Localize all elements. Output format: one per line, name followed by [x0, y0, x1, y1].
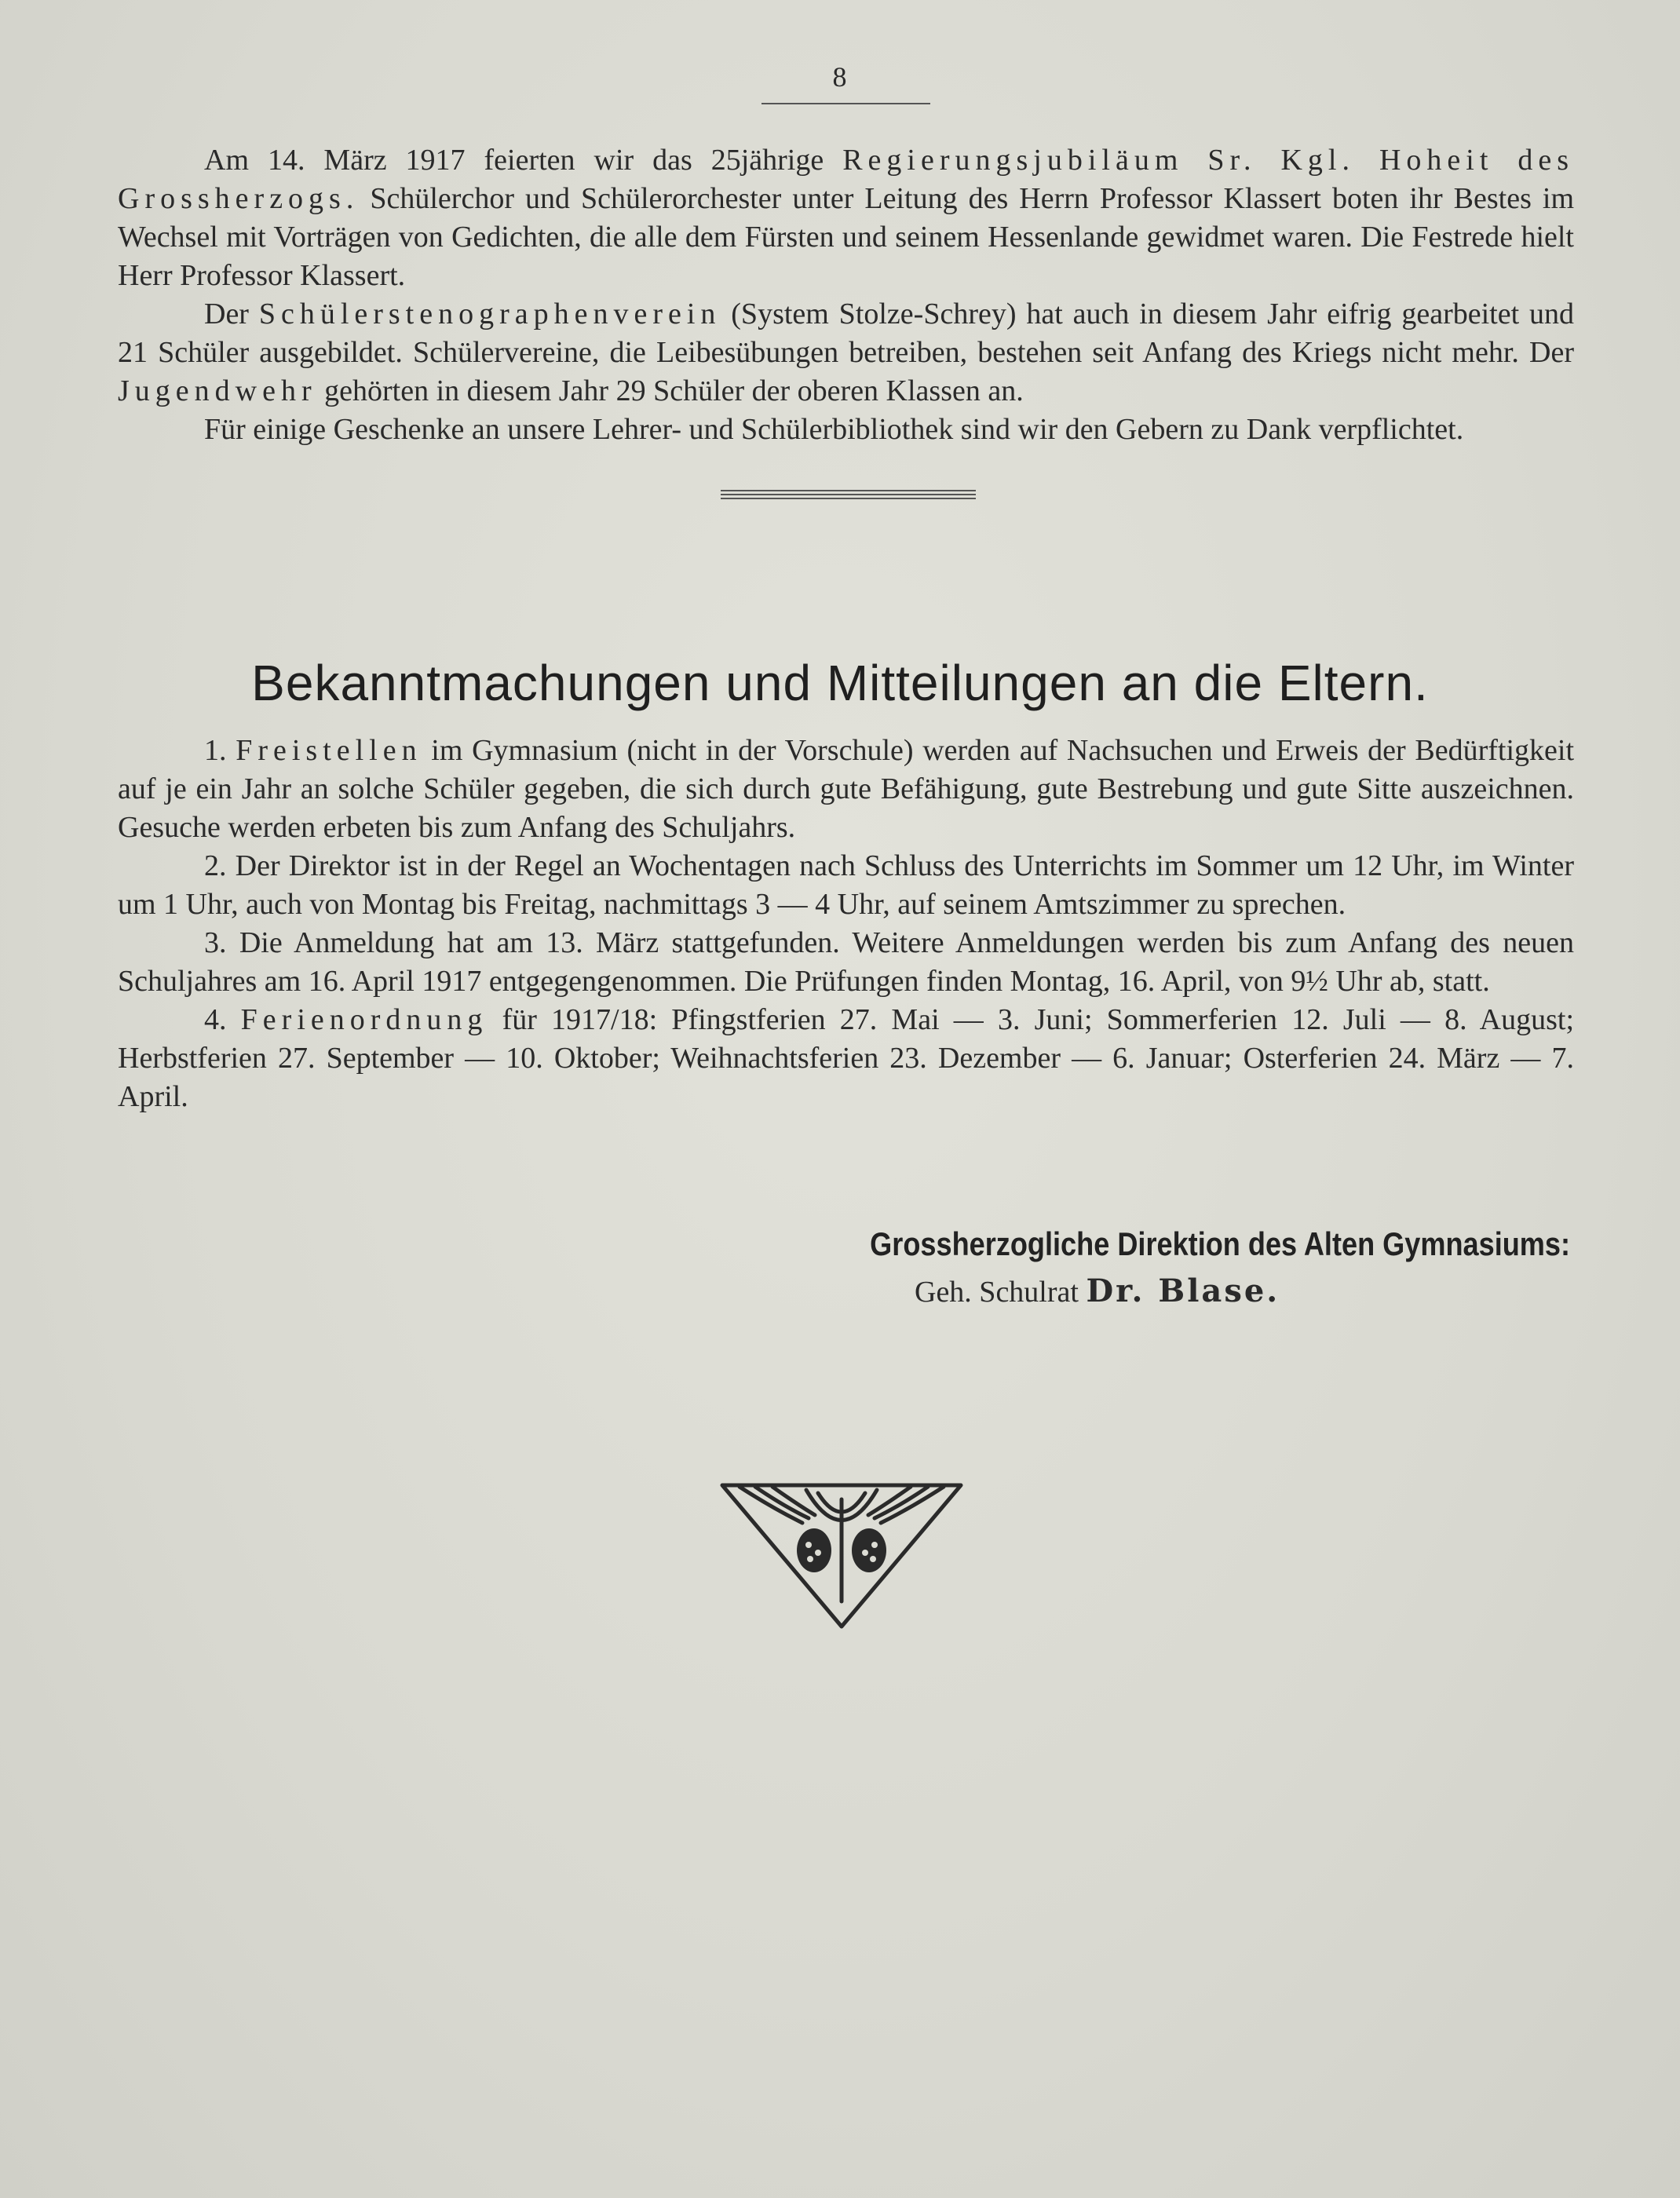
section-divider	[721, 490, 976, 502]
notice-item	[118, 847, 1574, 924]
emphasized-text: Freistellen	[236, 734, 422, 767]
ornament-icon	[716, 1476, 967, 1633]
emphasized-text: Schülerstenographenverein	[258, 298, 721, 330]
page-number: 8	[832, 61, 848, 93]
intro-paragraph	[118, 411, 1574, 449]
paragraph-text: gehörten in diesem Jahr 29 Schüler der oberen Klassen an.	[316, 374, 1024, 407]
intro-section	[118, 141, 1574, 449]
emphasized-text: Ferienordnung	[240, 1003, 488, 1036]
page-number-rule	[761, 103, 930, 104]
paragraph-text: für 1917/18: Pfingstferien 27. Mai — 3. Juni; Sommerferien 12. Juli — 8. August; Herbstferien 27. September — 10. Oktober; Weihnachtsferien 23. Dezember — 6. Januar; Osterferien 24. März — 7. April.	[118, 1003, 1575, 1113]
paragraph-text: 4.	[204, 1003, 241, 1036]
emphasized-text: Jugendwehr	[118, 374, 317, 407]
paragraph-text: 2. Der Direktor ist in der Regel an Wochentagen nach Schluss des Unterrichts im Sommer um 12 Uhr, im Winter um 1 Uhr, auch von Montag bis Freitag, nachmittags 3 — 4 Uhr, auf seinem Amtszimmer zu sprechen.	[118, 849, 1574, 921]
divider-line	[721, 498, 976, 499]
notice-item	[118, 732, 1574, 847]
paragraph-text: (System Stolze-Schrey) hat auch in diesem Jahr eifrig gearbeitet und 21 Schüler ausgebildet. Schülervereine, die Leibesübungen betreiben, bestehen seit Anfang des Kriegs nicht mehr. Der	[118, 298, 1574, 369]
ornament-leaf-right	[852, 1528, 886, 1572]
notices-section	[118, 732, 1574, 1116]
paragraph-text: Für einige Geschenke an unsere Lehrer- und Schülerbibliothek sind wir den Gebern zu Dank verpflichtet.	[204, 413, 1464, 446]
signature-title: Geh. Schulrat	[915, 1276, 1087, 1309]
notice-item	[118, 924, 1574, 1001]
paragraph-text: im Gymnasium (nicht in der Vorschule) werden auf Nachsuchen und Erweis der Bedürftigkeit auf je ein Jahr an solche Schüler gegeben, die sich durch gute Befähigung, gute Bestrebung und gute Sitte auszeichnen. Gesuche werden erbeten bis zum Anfang des Schuljahrs.	[118, 734, 1575, 844]
paragraph-text: 1.	[204, 734, 236, 767]
paragraph-text: Schülerchor und Schülerorchester unter Leitung des Herrn Professor Klassert boten ihr Bestes im Wechsel mit Vorträgen von Gedichten, die alle dem Fürsten und seinem Hessenlande gewidmet waren. Die Festrede hielt Herr Professor Klassert.	[118, 182, 1574, 292]
divider-line	[721, 490, 976, 491]
section-heading: Bekanntmachungen und Mitteilungen an die Eltern.	[251, 655, 1429, 711]
divider-line	[721, 494, 976, 495]
signature-institution: Grossherzogliche Direktion des Alten Gymnasiums:	[870, 1225, 1570, 1262]
ornament-leaf-left	[797, 1528, 831, 1572]
intro-paragraph	[118, 295, 1574, 411]
paragraph-text: 3. Die Anmeldung hat am 13. März stattgefunden. Weitere Anmeldungen werden bis zum Anfang des neuen Schuljahres am 16. April 1917 entgegengenommen. Die Prüfungen finden Montag, 16. April, von 9½ Uhr ab, statt.	[118, 926, 1574, 998]
emphasized-text: Regierungsjubiläum Sr. Kgl. Hoheit des Grossherzogs.	[118, 144, 1574, 215]
signature-name: Dr. Blase.	[1086, 1272, 1280, 1309]
paragraph-text: Am 14. März 1917 feierten wir das 25jährige	[204, 144, 843, 177]
notice-item	[118, 1001, 1574, 1116]
intro-paragraph	[118, 141, 1574, 295]
signature-line	[915, 1272, 1280, 1312]
paragraph-text: Der	[204, 298, 259, 330]
